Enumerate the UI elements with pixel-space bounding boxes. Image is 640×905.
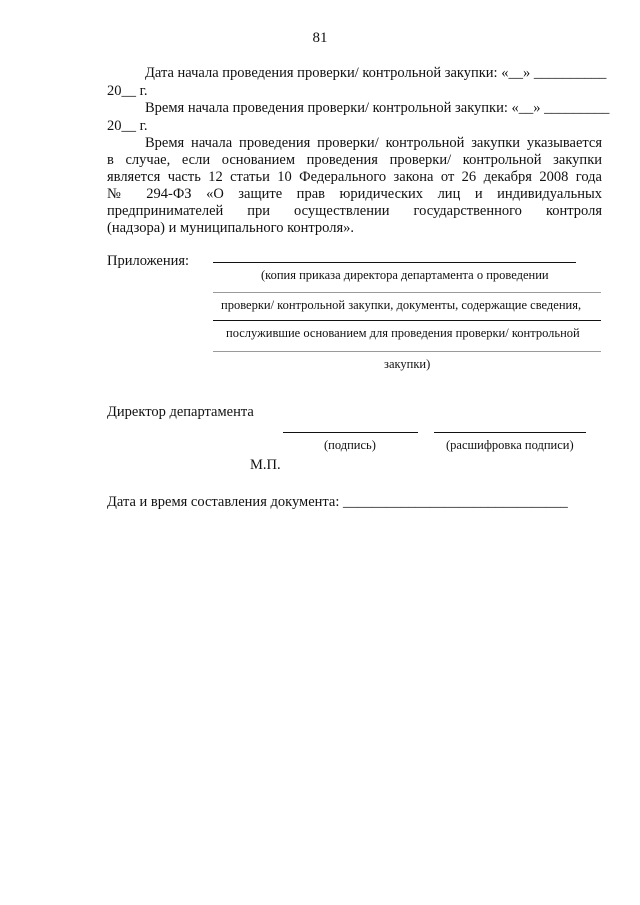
start-date-year: 20__ г. <box>107 83 148 99</box>
start-date-label: Дата начала проведения проверки/ контрольной закупки: «__» __________ <box>145 65 607 81</box>
attachments-rule <box>213 320 601 321</box>
attachments-line: послужившие основанием для проведения проверки/ контрольной <box>226 326 580 340</box>
attachments-rule <box>213 262 576 263</box>
note-line: (надзора) и муниципального контроля». <box>107 220 355 236</box>
note-line: предпринимателей при осуществлении государственного контроля <box>107 203 602 219</box>
attachments-line: (копия приказа директора департамента о проведении <box>261 268 549 282</box>
director-title: Директор департамента <box>107 404 254 420</box>
stamp-place: М.П. <box>250 457 281 473</box>
signature-caption: (подпись) <box>324 438 376 452</box>
note-line: Время начала проведения проверки/ контрольной закупки указывается <box>145 135 602 151</box>
attachments-line: закупки) <box>384 357 431 371</box>
note-line: в случае, если основанием проведения проверки/ контрольной закупки <box>107 152 602 168</box>
document-datetime-label: Дата и время составления документа: _______________________________ <box>107 494 568 510</box>
name-rule <box>434 432 586 433</box>
start-time-year: 20__ г. <box>107 118 148 134</box>
attachments-label: Приложения: <box>107 253 190 269</box>
attachments-rule <box>213 292 601 293</box>
signature-rule <box>283 432 418 433</box>
note-line: № 294-ФЗ «О защите прав юридических лиц и индивидуальных <box>107 186 602 202</box>
page-number: 81 <box>312 30 328 46</box>
start-time-label: Время начала проведения проверки/ контрольной закупки: «__» _________ <box>145 100 610 116</box>
name-caption: (расшифровка подписи) <box>446 438 574 452</box>
note-line: является часть 12 статьи 10 Федерального закона от 26 декабря 2008 года <box>107 169 602 185</box>
attachments-rule <box>213 351 601 352</box>
attachments-line: проверки/ контрольной закупки, документы, содержащие сведения, <box>221 298 582 312</box>
